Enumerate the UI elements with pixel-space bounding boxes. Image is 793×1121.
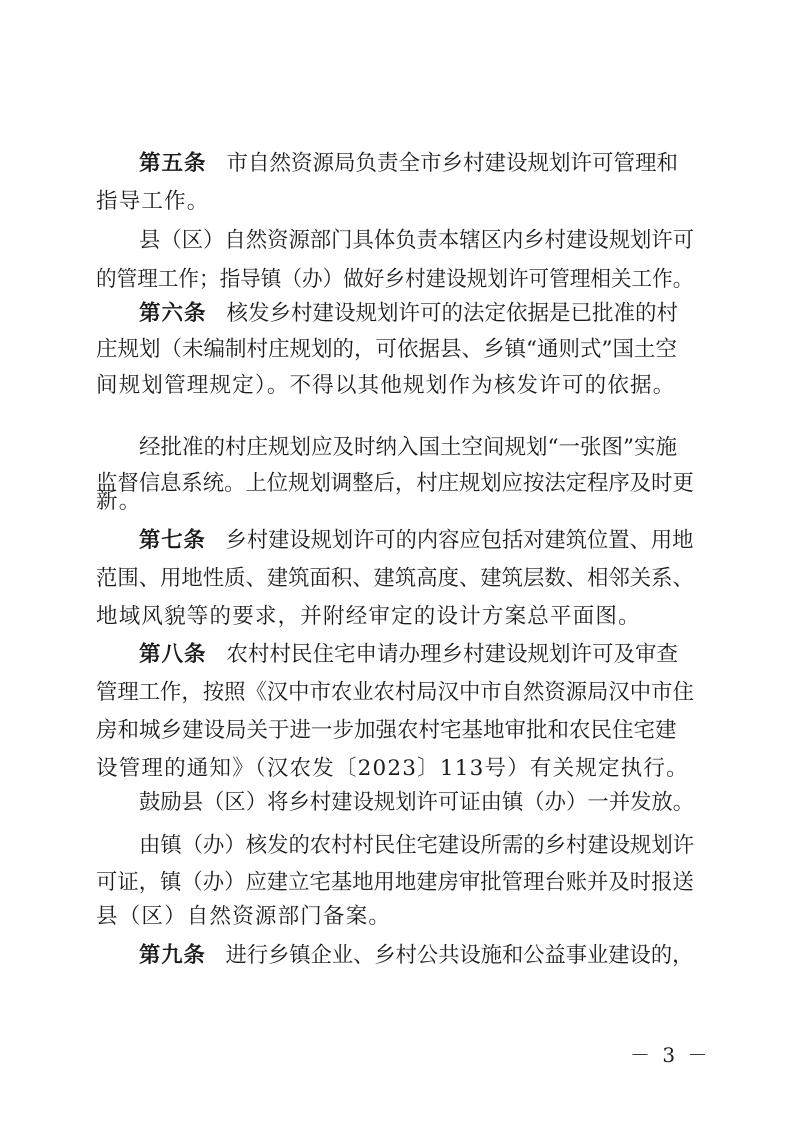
paragraph-line xyxy=(139,522,694,560)
line-text: 县（区）自然资源部门具体负责本辖区内乡村建设规划许可 xyxy=(139,228,695,253)
line-text: 房和城乡建设局关于进一步加强农村宅基地审批和农民住宅建 xyxy=(96,718,677,743)
line-text: 范围、用地性质、建筑面积、建筑高度、建筑层数、相邻关系、 xyxy=(96,566,694,591)
paragraph-line xyxy=(96,483,694,521)
line-text: 县（区）自然资源部门备案。 xyxy=(96,904,392,929)
article-heading: 第八条 xyxy=(139,642,207,667)
paragraph-line xyxy=(139,827,694,865)
paragraph-line xyxy=(96,712,694,750)
line-text: 间规划管理规定）。不得以其他规划作为核发许可的依据。 xyxy=(96,373,676,398)
line-text: 进行乡镇企业、乡村公共设施和公益事业建设的， xyxy=(225,943,694,968)
paragraph-line xyxy=(139,295,694,333)
line-text: 设管理的通知》（汉农发〔2023〕113号）有关规定执行。 xyxy=(96,756,689,781)
paragraph-line xyxy=(139,145,694,183)
paragraph-line xyxy=(96,898,694,936)
article-heading: 第五条 xyxy=(139,151,207,176)
line-text: 地域风貌等的要求，并附经审定的设计方案总平面图。 xyxy=(96,604,641,629)
article-heading: 第六条 xyxy=(139,301,207,326)
article-heading: 第九条 xyxy=(139,943,206,968)
line-text: 指导工作。 xyxy=(96,189,210,214)
line-text: 管理工作，按照《汉中市农业农村局汉中市自然资源局汉中市住 xyxy=(96,680,694,705)
paragraph-line xyxy=(96,367,694,405)
paragraph-line xyxy=(96,674,694,712)
line-text: 市自然资源局负责全市乡村建设规划许可管理和 xyxy=(226,151,679,176)
line-text: 鼓励县（区）将乡村建设规划许可证由镇（办）一并发放。 xyxy=(139,790,695,815)
line-text: 可证，镇（办）应建立宅基地用地建房审批管理台账并及时报送 xyxy=(96,870,694,895)
line-text: 的管理工作；指导镇（办）做好乡村建设规划许可管理相关工作。 xyxy=(96,267,694,292)
line-text: 乡村建设规划许可的内容应包括对建筑位置、用地 xyxy=(225,528,694,553)
paragraph-line xyxy=(139,784,694,822)
line-text: 农村村民住宅申请办理乡村建设规划许可及审查 xyxy=(226,642,679,667)
line-text: 由镇（办）核发的农村村民住宅建设所需的乡村建设规划许 xyxy=(139,833,695,858)
page-number: － 3 － xyxy=(630,1043,711,1067)
paragraph-line xyxy=(96,560,694,598)
paragraph-line xyxy=(96,598,694,636)
paragraph-line xyxy=(96,261,694,299)
paragraph-line xyxy=(139,937,694,975)
line-text: 庄规划（未编制村庄规划的，可依据县、乡镇“通则式”国土空 xyxy=(96,337,677,362)
paragraph-line xyxy=(139,636,694,674)
paragraph-line xyxy=(96,331,694,369)
line-text: 新。 xyxy=(96,489,142,514)
paragraph-line xyxy=(96,183,694,221)
paragraph-line xyxy=(139,222,694,260)
paragraph-line xyxy=(96,750,694,788)
paragraph-line xyxy=(139,429,694,467)
line-text: 核发乡村建设规划许可的法定依据是已批准的村 xyxy=(226,301,679,326)
paragraph-line xyxy=(96,864,694,902)
line-text: 经批准的村庄规划应及时纳入国土空间规划“一张图”实施 xyxy=(139,435,677,460)
article-heading: 第七条 xyxy=(139,528,206,553)
line-text: 监督信息系统。上位规划调整后，村庄规划应按法定程序及时更 xyxy=(96,471,694,496)
